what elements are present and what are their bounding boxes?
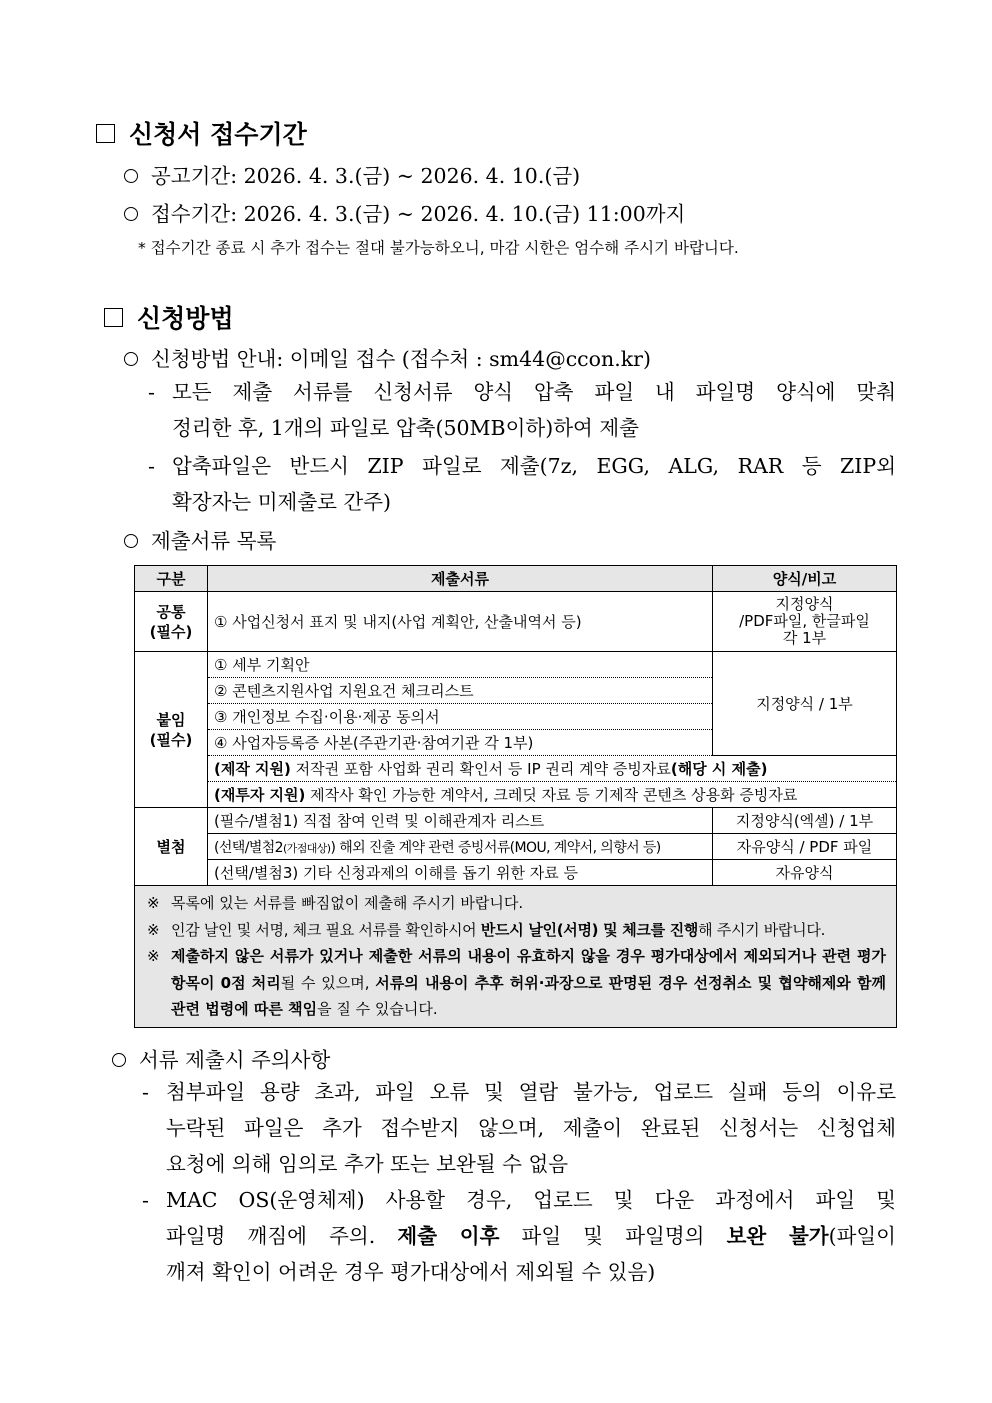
table-row xyxy=(135,808,897,834)
category-attachment: 붙임 (필수) xyxy=(135,652,208,808)
annex-form-1: 지정양식(엑셀) / 1부 xyxy=(713,808,897,834)
note-2: ※ 인감 날인 및 서명, 체크 필요 서류를 확인하시어 반드시 날인(서명) 및 체크를 진행해 주시기 바랍니다. xyxy=(147,920,826,939)
compress-instructions: - 모든 제출 서류를 신청서류 양식 압축 파일 내 파일명 양식에 맞춰 정리한 후, 1개의 파일로 압축(50MB이하)하여 제출 xyxy=(148,380,896,440)
annex-doc-1: (필수/별첨1) 직접 참여 인력 및 이해관계자 리스트 xyxy=(208,808,713,834)
circle-bullet-icon xyxy=(124,207,138,221)
deadline-note: * 접수기간 종료 시 추가 접수는 절대 불가능하오니, 마감 시한은 엄수해 주시기 바랍니다. xyxy=(138,239,739,257)
table-row xyxy=(135,756,897,782)
table-row xyxy=(135,592,897,652)
annex-form-2: 자유양식 / PDF 파일 xyxy=(713,834,897,860)
note-3: ※ 제출하지 않은 서류가 있거나 제출한 서류의 내용이 유효하지 않을 경우 평가대상에서 제외되거나 관련 평가항목이 0점 처리될 수 있으며, 서류의 내용이 추후 허위·과장으로 판명된 경우 선정취소 및 협약해제와 함께 관련 법령에 따른 책임을 질 수 있습니다. xyxy=(147,947,886,1018)
note-1: ※ 목록에 있는 서류를 빠짐없이 제출해 주시기 바랍니다. xyxy=(147,894,524,912)
application-method-info: 신청방법 안내: 이메일 접수 (접수처 : sm44@ccon.kr) xyxy=(124,342,651,372)
production-support-doc: (제작 지원) 저작권 포함 사업화 권리 확인서 등 IP 권리 계약 증빙자료(해당 시 제출) xyxy=(208,756,897,782)
circle-bullet-icon xyxy=(124,352,138,366)
reception-period: 접수기간: 2026. 4. 3.(금) ~ 2026. 4. 10.(금) 11:00까지 xyxy=(124,197,685,227)
annex-doc-2: (선택/별첨2(가점대상)) 해외 진출 계약 관련 증빙서류(MOU, 계약서, 의향서 등) xyxy=(208,834,713,860)
zip-format-instructions: - 압축파일은 반드시 ZIP 파일로 제출(7z, EGG, ALG, RAR 등 ZIP외 확장자는 미제출로 간주) xyxy=(148,454,896,514)
section-title: 신청방법 xyxy=(137,304,234,333)
annex-doc-3: (선택/별첨3) 기타 신청과제의 이해를 돕기 위한 자료 등 xyxy=(208,860,713,886)
attachment-doc-1: ① 세부 기획안 xyxy=(208,652,713,678)
reinvestment-support-doc: (재투자 지원) 제작사 확인 가능한 계약서, 크레딧 자료 등 기제작 콘텐츠 상용화 증빙자료 xyxy=(208,782,897,808)
section-title: 신청서 접수기간 xyxy=(129,120,307,149)
table-notes-row xyxy=(135,886,897,1028)
common-document: ① 사업신청서 표지 및 내지(사업 계획안, 산출내역서 등) xyxy=(208,592,713,652)
submission-precautions-heading: 서류 제출시 주의사항 xyxy=(112,1043,330,1073)
attachment-doc-3: ③ 개인정보 수집·이용·제공 동의서 xyxy=(208,704,713,730)
attachment-form: 지정양식 / 1부 xyxy=(713,652,897,756)
category-common: 공통 (필수) xyxy=(135,592,208,652)
table-row xyxy=(135,834,897,860)
circle-bullet-icon xyxy=(124,169,138,183)
header-documents: 제출서류 xyxy=(208,566,713,592)
circle-bullet-icon xyxy=(112,1053,126,1067)
mac-os-precaution: - MAC OS(운영체제) 사용할 경우, 업로드 및 다운 과정에서 파일 및 파일명 깨짐에 주의. 제출 이후 파일 및 파일명의 보완 불가(파일이 깨져 확인이 어려운 경우 평가대상에서 제외될 수 있음) xyxy=(142,1188,896,1284)
common-form: 지정양식 /PDF파일, 한글파일 각 1부 xyxy=(713,592,897,652)
attachment-error-precaution: - 첨부파일 용량 초과, 파일 오류 및 열람 불가능, 업로드 실패 등의 이유로 누락된 파일은 추가 접수받지 않으며, 제출이 완료된 신청서는 신청업체 요청에 의해 임의로 추가 또는 보완될 수 없음 xyxy=(142,1080,896,1176)
square-bullet-icon xyxy=(96,124,115,143)
header-form: 양식/비고 xyxy=(713,566,897,592)
circle-bullet-icon xyxy=(124,534,138,548)
section-heading-application-method xyxy=(104,299,234,335)
attachment-doc-2: ② 콘텐츠지원사업 지원요건 체크리스트 xyxy=(208,678,713,704)
table-header-row xyxy=(135,566,897,592)
annex-form-3: 자유양식 xyxy=(713,860,897,886)
category-annex: 별첨 xyxy=(135,808,208,886)
table-row xyxy=(135,652,897,678)
document-list-heading: 제출서류 목록 xyxy=(124,524,276,554)
header-category: 구분 xyxy=(135,566,208,592)
section-heading-reception-period xyxy=(96,115,307,151)
attachment-doc-4: ④ 사업자등록증 사본(주관기관·참여기관 각 1부) xyxy=(208,730,713,756)
table-notes xyxy=(135,886,897,1028)
table-row xyxy=(135,782,897,808)
table-row xyxy=(135,860,897,886)
square-bullet-icon xyxy=(104,308,123,327)
submission-documents-table xyxy=(134,565,897,1028)
announcement-period: 공고기간: 2026. 4. 3.(금) ~ 2026. 4. 10.(금) xyxy=(124,159,580,189)
